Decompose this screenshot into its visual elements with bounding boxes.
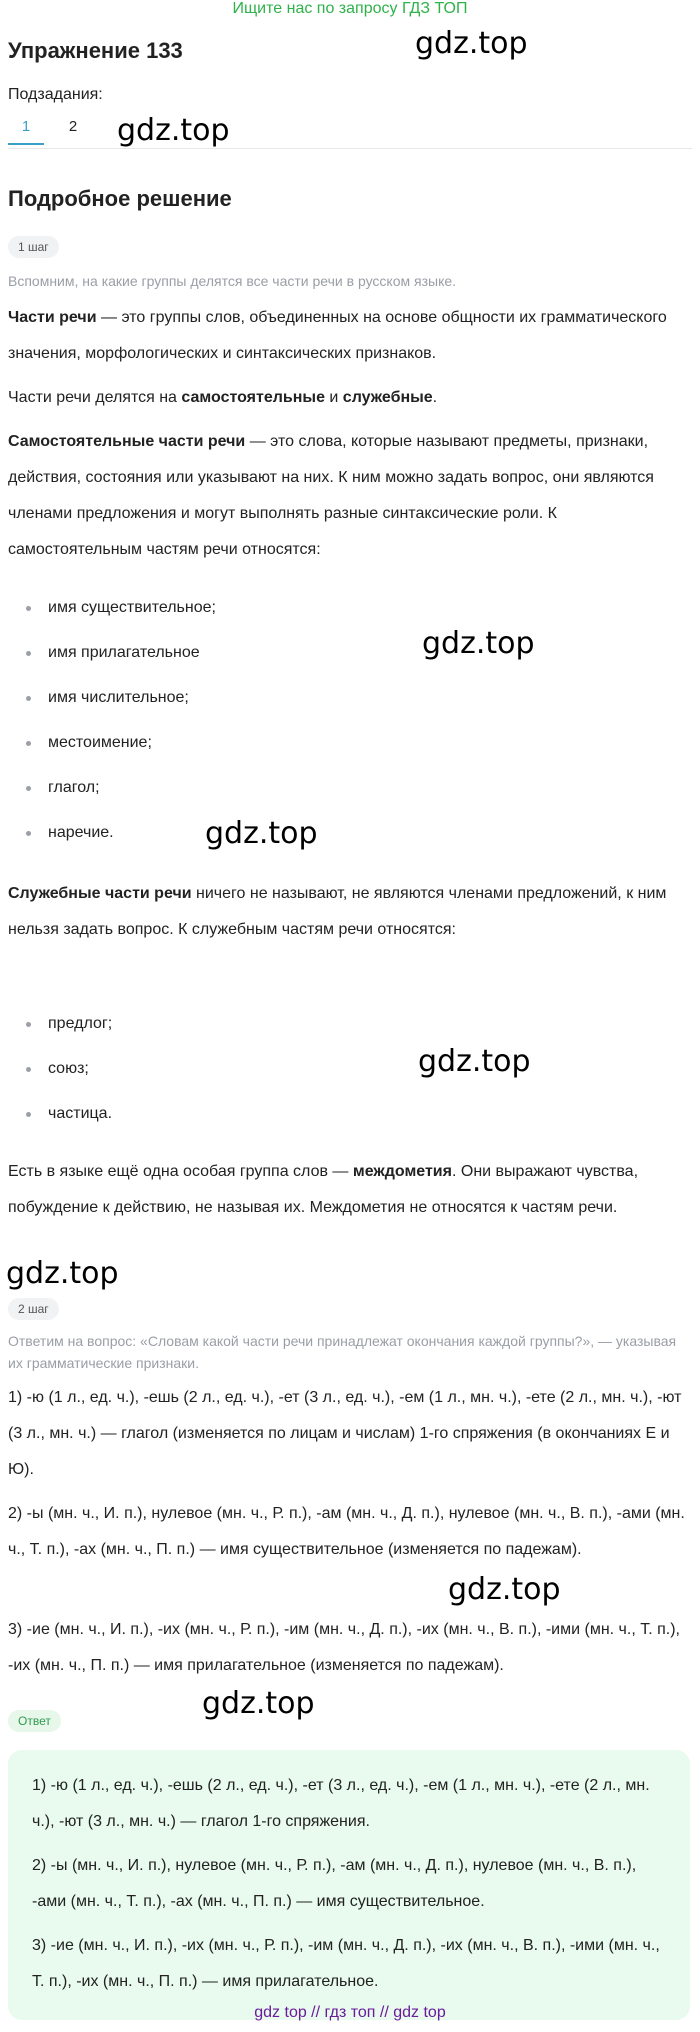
subtask-tab-1[interactable]: 1 [8,118,44,145]
text: Части речи делятся на [8,389,182,406]
watermark: gdz.top [448,1572,561,1607]
list-item: имя числительное; [26,686,626,731]
subtask-tab-2[interactable]: 2 [68,118,78,135]
independent-paragraph [8,424,688,568]
watermark: gdz.top [415,26,528,61]
term: Части речи [8,309,97,326]
term: самостоятельные [181,389,325,406]
term: служебные [342,389,433,406]
watermark: gdz.top [422,626,535,661]
step-badge: 1 шаг [8,236,59,258]
solution-item: 1) -ю (1 л., ед. ч.), -ешь (2 л., ед. ч.), -ет (3 л., ед. ч.), -ем (1 л., мн. ч.), -ете (2 л., мн. ч.), -ют (3 л., мн. ч.) — глагол (изменяется по лицам и числам) 1-го спряжения (в окончаниях Е и Ю). [8,1389,682,1478]
list-item: союз; [26,1057,626,1102]
list-item: наречие. [26,821,626,866]
term: Служебные части речи [8,885,192,902]
list-item: предлог; [26,1012,626,1057]
solution-heading: Подробное решение [8,186,232,211]
step-hint: Ответим на вопрос: «Словам какой части речи принадлежат окончания каждой группы?», — указывая их грамматические признаки. [8,1333,677,1371]
text: и [324,389,343,406]
auxiliary-paragraph [8,876,688,948]
watermark: gdz.top [418,1044,531,1079]
list-item: имя прилагательное [26,641,626,686]
text: — это слова, которые называют предметы, признаки, действия, состояния или указывают на них. К ним можно задать вопрос, они являются членами предложения и могут выполнять разные синтаксические роли. К самостоятельным частям речи относятся: [8,433,654,558]
definition-paragraph [8,300,688,372]
solution-item: 3) -ие (мн. ч., И. п.), -их (мн. ч., Р. п.), -им (мн. ч., Д. п.), -их (мн. ч., В. п.), -ими (мн. ч., Т. п.), -их (мн. ч., П. п.) — имя прилагательное (изменяется по падежам). [8,1621,680,1674]
list-item: местоимение; [26,731,626,776]
watermark: gdz.top [205,816,318,851]
solution-item: 2) -ы (мн. ч., И. п.), нулевое (мн. ч., Р. п.), -ам (мн. ч., Д. п.), нулевое (мн. ч., В. п.), -ами (мн. ч., Т. п.), -ах (мн. ч., П. п.) — имя существительное (изменяется по падежам). [8,1505,685,1558]
list-item: глагол; [26,776,626,821]
answer-item: 2) -ы (мн. ч., И. п.), нулевое (мн. ч., Р. п.), -ам (мн. ч., Д. п.), нулевое (мн. ч., В. п.), -ами (мн. ч., Т. п.), -ах (мн. ч., П. п.) — имя существительное. [32,1857,637,1910]
watermark: gdz.top [202,1686,315,1721]
footer: gdz top // гдз топ // gdz top [254,2004,446,2021]
watermark: gdz.top [6,1256,119,1291]
auxiliary-list [26,1012,626,1147]
text: — это группы слов, объединенных на основе общности их грамматического значения, морфологических и синтаксических признаков. [8,309,667,362]
divider [8,148,692,149]
text: ничего не называют, не являются членами предложений, к ним нельзя задать вопрос. К служебным частям речи относятся: [8,885,667,938]
watermark: gdz.top [117,113,230,148]
interjection-paragraph [8,1154,688,1226]
list-item: частица. [26,1102,626,1147]
answer-badge: Ответ [8,1710,61,1732]
term: Самостоятельные части речи [8,433,246,450]
independent-list [26,596,626,866]
text: . [432,389,438,406]
text: Есть в языке ещё одна особая группа слов — [8,1163,353,1180]
top-banner: Ищите нас по запросу ГДЗ ТОП [232,0,468,17]
answer-item: 3) -ие (мн. ч., И. п.), -их (мн. ч., Р. п.), -им (мн. ч., Д. п.), -их (мн. ч., В. п.), -ими (мн. ч., Т. п.), -их (мн. ч., П. п.) — имя прилагательное. [32,1937,660,1990]
list-item: имя существительное; [26,596,626,641]
division-paragraph [8,380,688,416]
step-badge: 2 шаг [8,1298,59,1320]
term: междометия [352,1163,452,1180]
text: . Они выражают чувства, побуждение к действию, не называя их. Междометия не относятся к частям речи. [8,1163,639,1216]
subtasks-label: Подзадания: [8,86,103,103]
answer-item: 1) -ю (1 л., ед. ч.), -ешь (2 л., ед. ч.), -ет (3 л., ед. ч.), -ем (1 л., мн. ч.), -ете (2 л., мн. ч.), -ют (3 л., мн. ч.) — глагол 1-го спряжения. [32,1777,650,1830]
page-title: Упражнение 133 [8,38,183,63]
step-hint: Вспомним, на какие группы делятся все части речи в русском языке. [8,273,457,289]
